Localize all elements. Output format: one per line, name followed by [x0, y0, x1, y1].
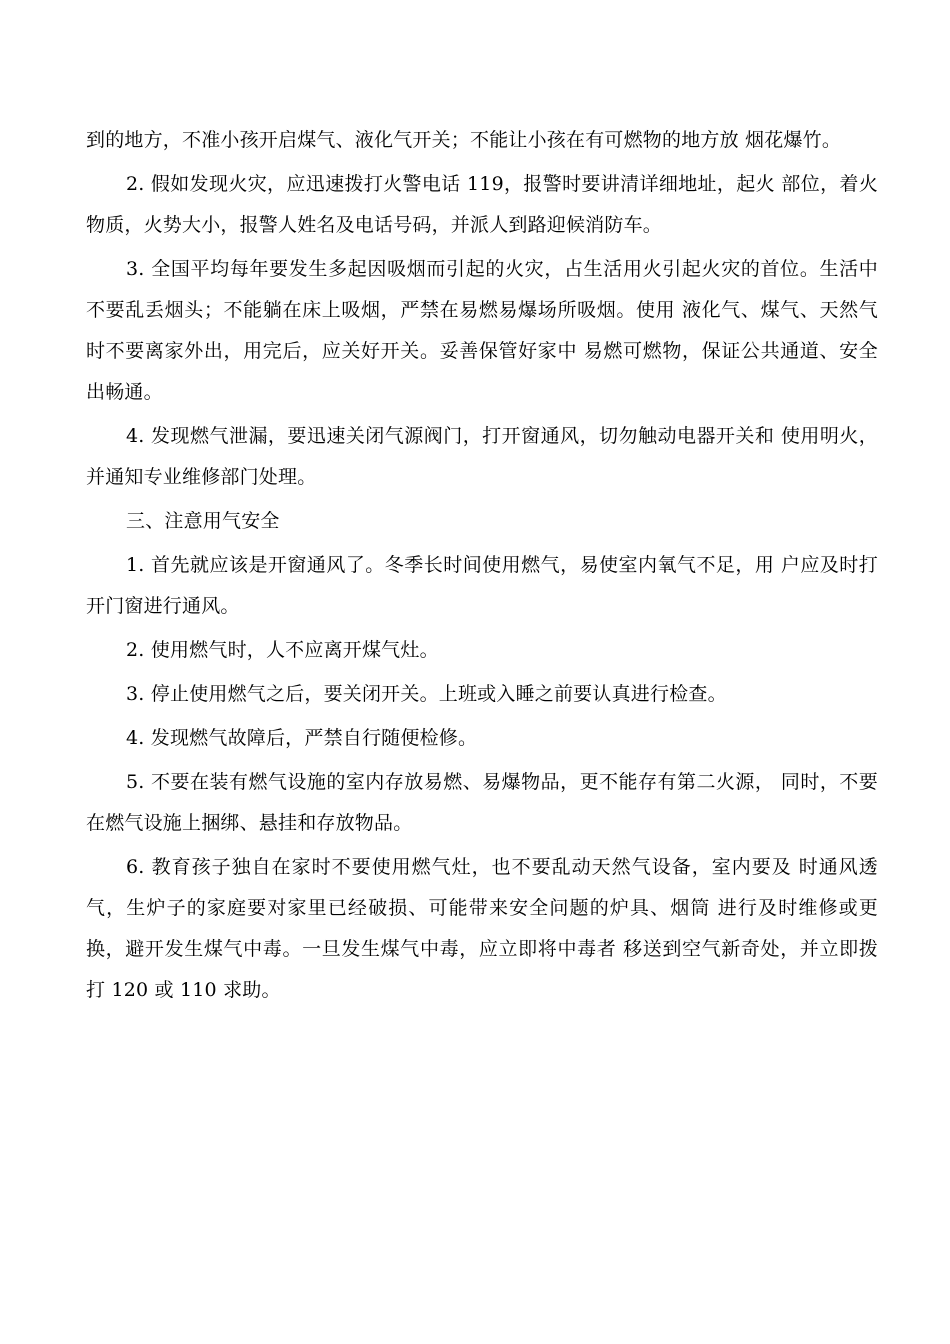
- paragraph: 4. 发现燃气故障后，严禁自行随便检修。: [126, 727, 478, 749]
- section-heading: 三、注意用气安全: [126, 510, 280, 532]
- paragraph: 4. 发现燃气泄漏，要迅速关闭气源阀门，打开窗通风，切勿触动电器开关和 使用明火，并通知专业维修部门处理。: [86, 425, 878, 488]
- paragraph: 到的地方，不准小孩开启煤气、液化气开关；不能让小孩在有可燃物的地方放 烟花爆竹。: [86, 129, 842, 151]
- paragraph: 3. 全国平均每年要发生多起因吸烟而引起的火灾，占生活用火引起火灾的首位。生活中不要乱丢烟头；不能躺在床上吸烟，严禁在易燃易爆场所吸烟。使用 液化气、煤气、天然气时不要离家外出，用完后，应关好开关。妥善保管好家中 易燃可燃物，保证公共通道、安全出畅通。: [86, 258, 878, 403]
- paragraph: 5. 不要在装有燃气设施的室内存放易燃、易爆物品，更不能存有第二火源， 同时，不要在燃气设施上捆绑、悬挂和存放物品。: [86, 771, 878, 834]
- paragraph: 1. 首先就应该是开窗通风了。冬季长时间使用燃气，易使室内氧气不足，用 户应及时打开门窗进行通风。: [86, 554, 878, 617]
- paragraph: 2. 使用燃气时，人不应离开煤气灶。: [126, 639, 439, 661]
- paragraph: 2. 假如发现火灾，应迅速拨打火警电话 119，报警时要讲清详细地址，起火 部位，着火物质，火势大小，报警人姓名及电话号码，并派人到路迎候消防车。: [86, 173, 878, 236]
- paragraph: 3. 停止使用燃气之后，要关闭开关。上班或入睡之前要认真进行检查。: [126, 683, 727, 705]
- paragraph: 6. 教育孩子独自在家时不要使用燃气灶，也不要乱动天然气设备，室内要及 时通风透气，生炉子的家庭要对家里已经破损、可能带来安全问题的炉具、烟筒 进行及时维修或更换，避开发生煤气中毒。一旦发生煤气中毒，应立即将中毒者 移送到空气新奇处，并立即拨打 120 或 110 求助。: [86, 856, 878, 1001]
- document-body: [86, 120, 878, 1014]
